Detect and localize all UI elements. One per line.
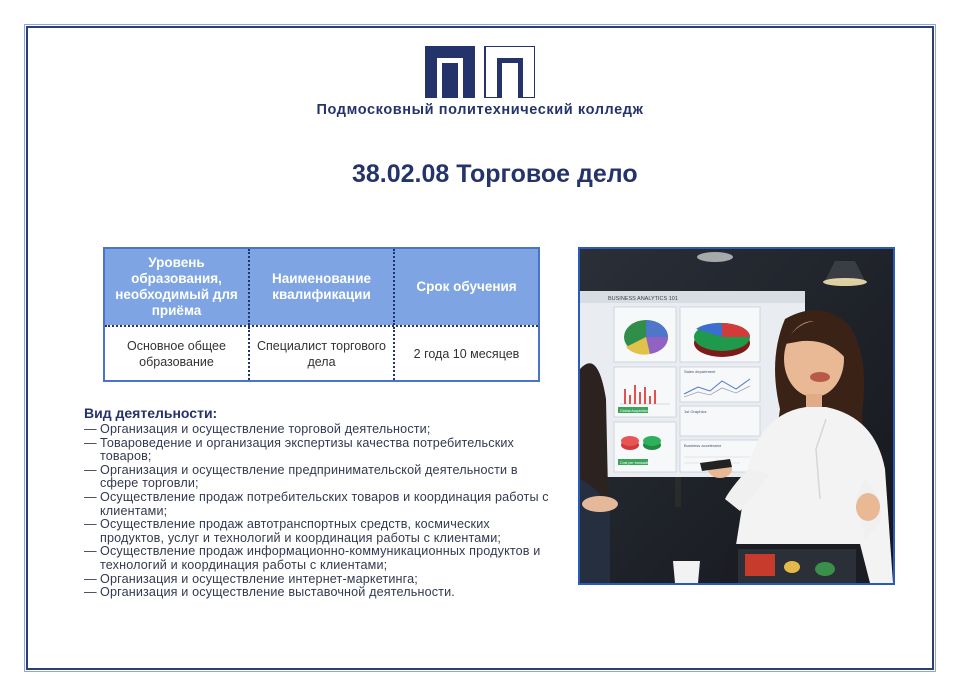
list-item: — Осуществление продаж информационно-коммуникационных продуктов и технологий и координация работы с клиентами; bbox=[84, 545, 554, 572]
list-item: — Организация и осуществление выставочной деятельности. bbox=[84, 586, 554, 600]
list-item: — Товароведение и организация экспертизы качества потребительских товаров; bbox=[84, 437, 554, 464]
specialty-title: 38.02.08 Торговое дело bbox=[352, 160, 638, 188]
list-item: — Организация и осуществление торговой деятельности; bbox=[84, 423, 554, 437]
college-name: Подмосковный политехнический колледж bbox=[316, 102, 644, 118]
table-row bbox=[105, 327, 538, 380]
info-table bbox=[103, 247, 540, 382]
presentation-photo bbox=[578, 247, 895, 585]
college-logo bbox=[425, 46, 535, 98]
list-item: — Осуществление продаж потребительских товаров и координация работы с клиентами; bbox=[84, 491, 554, 518]
panel-label-accelerator: Business accelerator bbox=[684, 443, 722, 448]
activities-heading: Вид деятельности: bbox=[84, 405, 218, 421]
table-header-row bbox=[105, 249, 538, 325]
cell-qualification: Специалист торгового дела bbox=[248, 327, 393, 380]
panel-label-sales: Sales department bbox=[684, 369, 716, 374]
activities-list bbox=[84, 423, 554, 600]
button-label-cost: Cost per transaction bbox=[620, 461, 653, 465]
cell-education-level: Основное общее образование bbox=[127, 338, 226, 369]
screen-title: BUSINESS ANALYTICS 101 bbox=[608, 296, 678, 302]
list-item: — Организация и осуществление интернет-маркетинга; bbox=[84, 573, 554, 587]
panel-label-graphics: 1st Graphics bbox=[684, 409, 707, 414]
list-item: — Осуществление продаж автотранспортных средств, космических продуктов, услуг и технологий и координация работы с клиентами; bbox=[84, 518, 554, 545]
header-study-period: Срок обучения bbox=[393, 249, 538, 325]
list-item: — Организация и осуществление предпринимательской деятельности в сфере торговли; bbox=[84, 464, 554, 491]
button-label-global: Global Acquisition bbox=[620, 409, 649, 413]
header-education-level: Уровень образования, необходимый для приёма bbox=[115, 255, 238, 318]
presentation-illustration bbox=[580, 249, 893, 583]
cell-study-period: 2 года 10 месяцев bbox=[393, 327, 538, 380]
header-qualification: Наименование квалификации bbox=[248, 249, 393, 325]
